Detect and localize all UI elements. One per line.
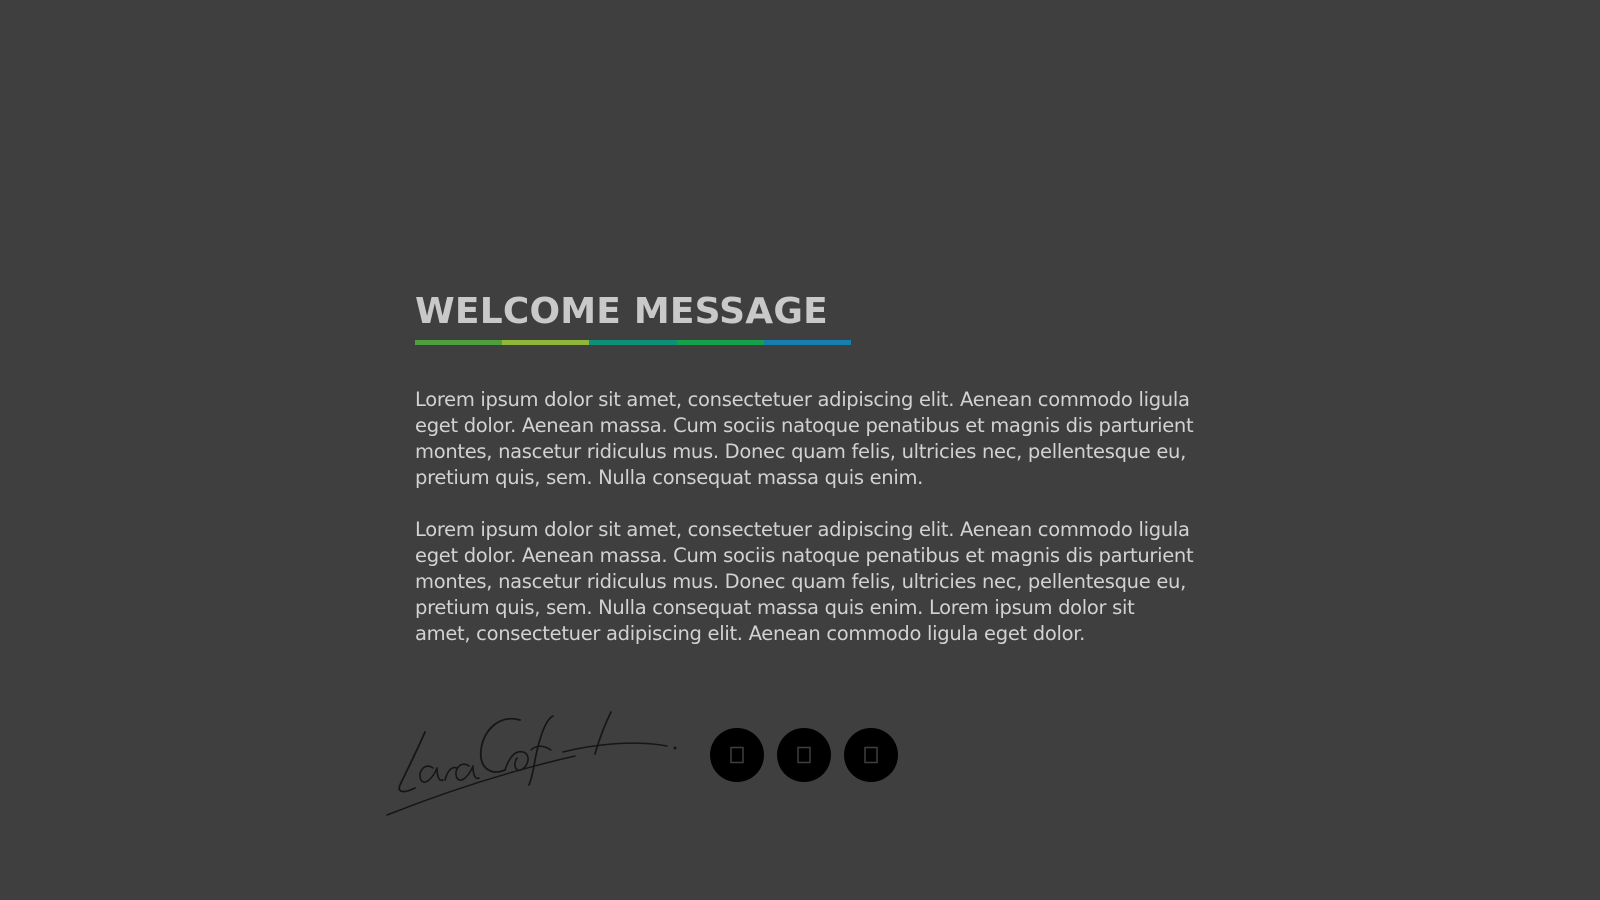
page-title: WELCOME MESSAGE (415, 291, 828, 332)
underline-segment-2 (502, 340, 589, 345)
signature (385, 710, 685, 825)
title-underline (415, 340, 851, 345)
underline-segment-5 (764, 340, 851, 345)
social-button-2[interactable] (777, 728, 831, 782)
underline-segment-1 (415, 340, 502, 345)
body-paragraph-2: Lorem ipsum dolor sit amet, consectetuer adipiscing elit. Aenean commodo ligula eget dolor. Aenean massa. Cum sociis natoque penatibus et magnis dis parturient montes, nascetur ridiculus mus. Donec quam felis, ultricies nec, pellentesque eu, pretium quis, sem. Nulla consequat massa quis enim. Lorem ipsum dolor sit amet, consectetuer adipiscing elit. Aenean commodo ligula eget dolor. (415, 518, 1194, 645)
placeholder-glyph-icon (862, 746, 880, 764)
social-button-3[interactable] (844, 728, 898, 782)
welcome-section (415, 290, 1195, 647)
placeholder-glyph-icon (795, 746, 813, 764)
body-paragraph-1: Lorem ipsum dolor sit amet, consectetuer adipiscing elit. Aenean commodo ligula eget dolor. Aenean massa. Cum sociis natoque penatibus et magnis dis parturient montes, nascetur ridiculus mus. Donec quam felis, ultricies nec, pellentesque eu, pretium quis, sem. Nulla consequat massa quis enim. (415, 388, 1194, 489)
underline-segment-3 (589, 340, 676, 345)
social-button-1[interactable] (710, 728, 764, 782)
social-buttons (710, 728, 898, 782)
placeholder-glyph-icon (728, 746, 746, 764)
underline-segment-4 (677, 340, 764, 345)
